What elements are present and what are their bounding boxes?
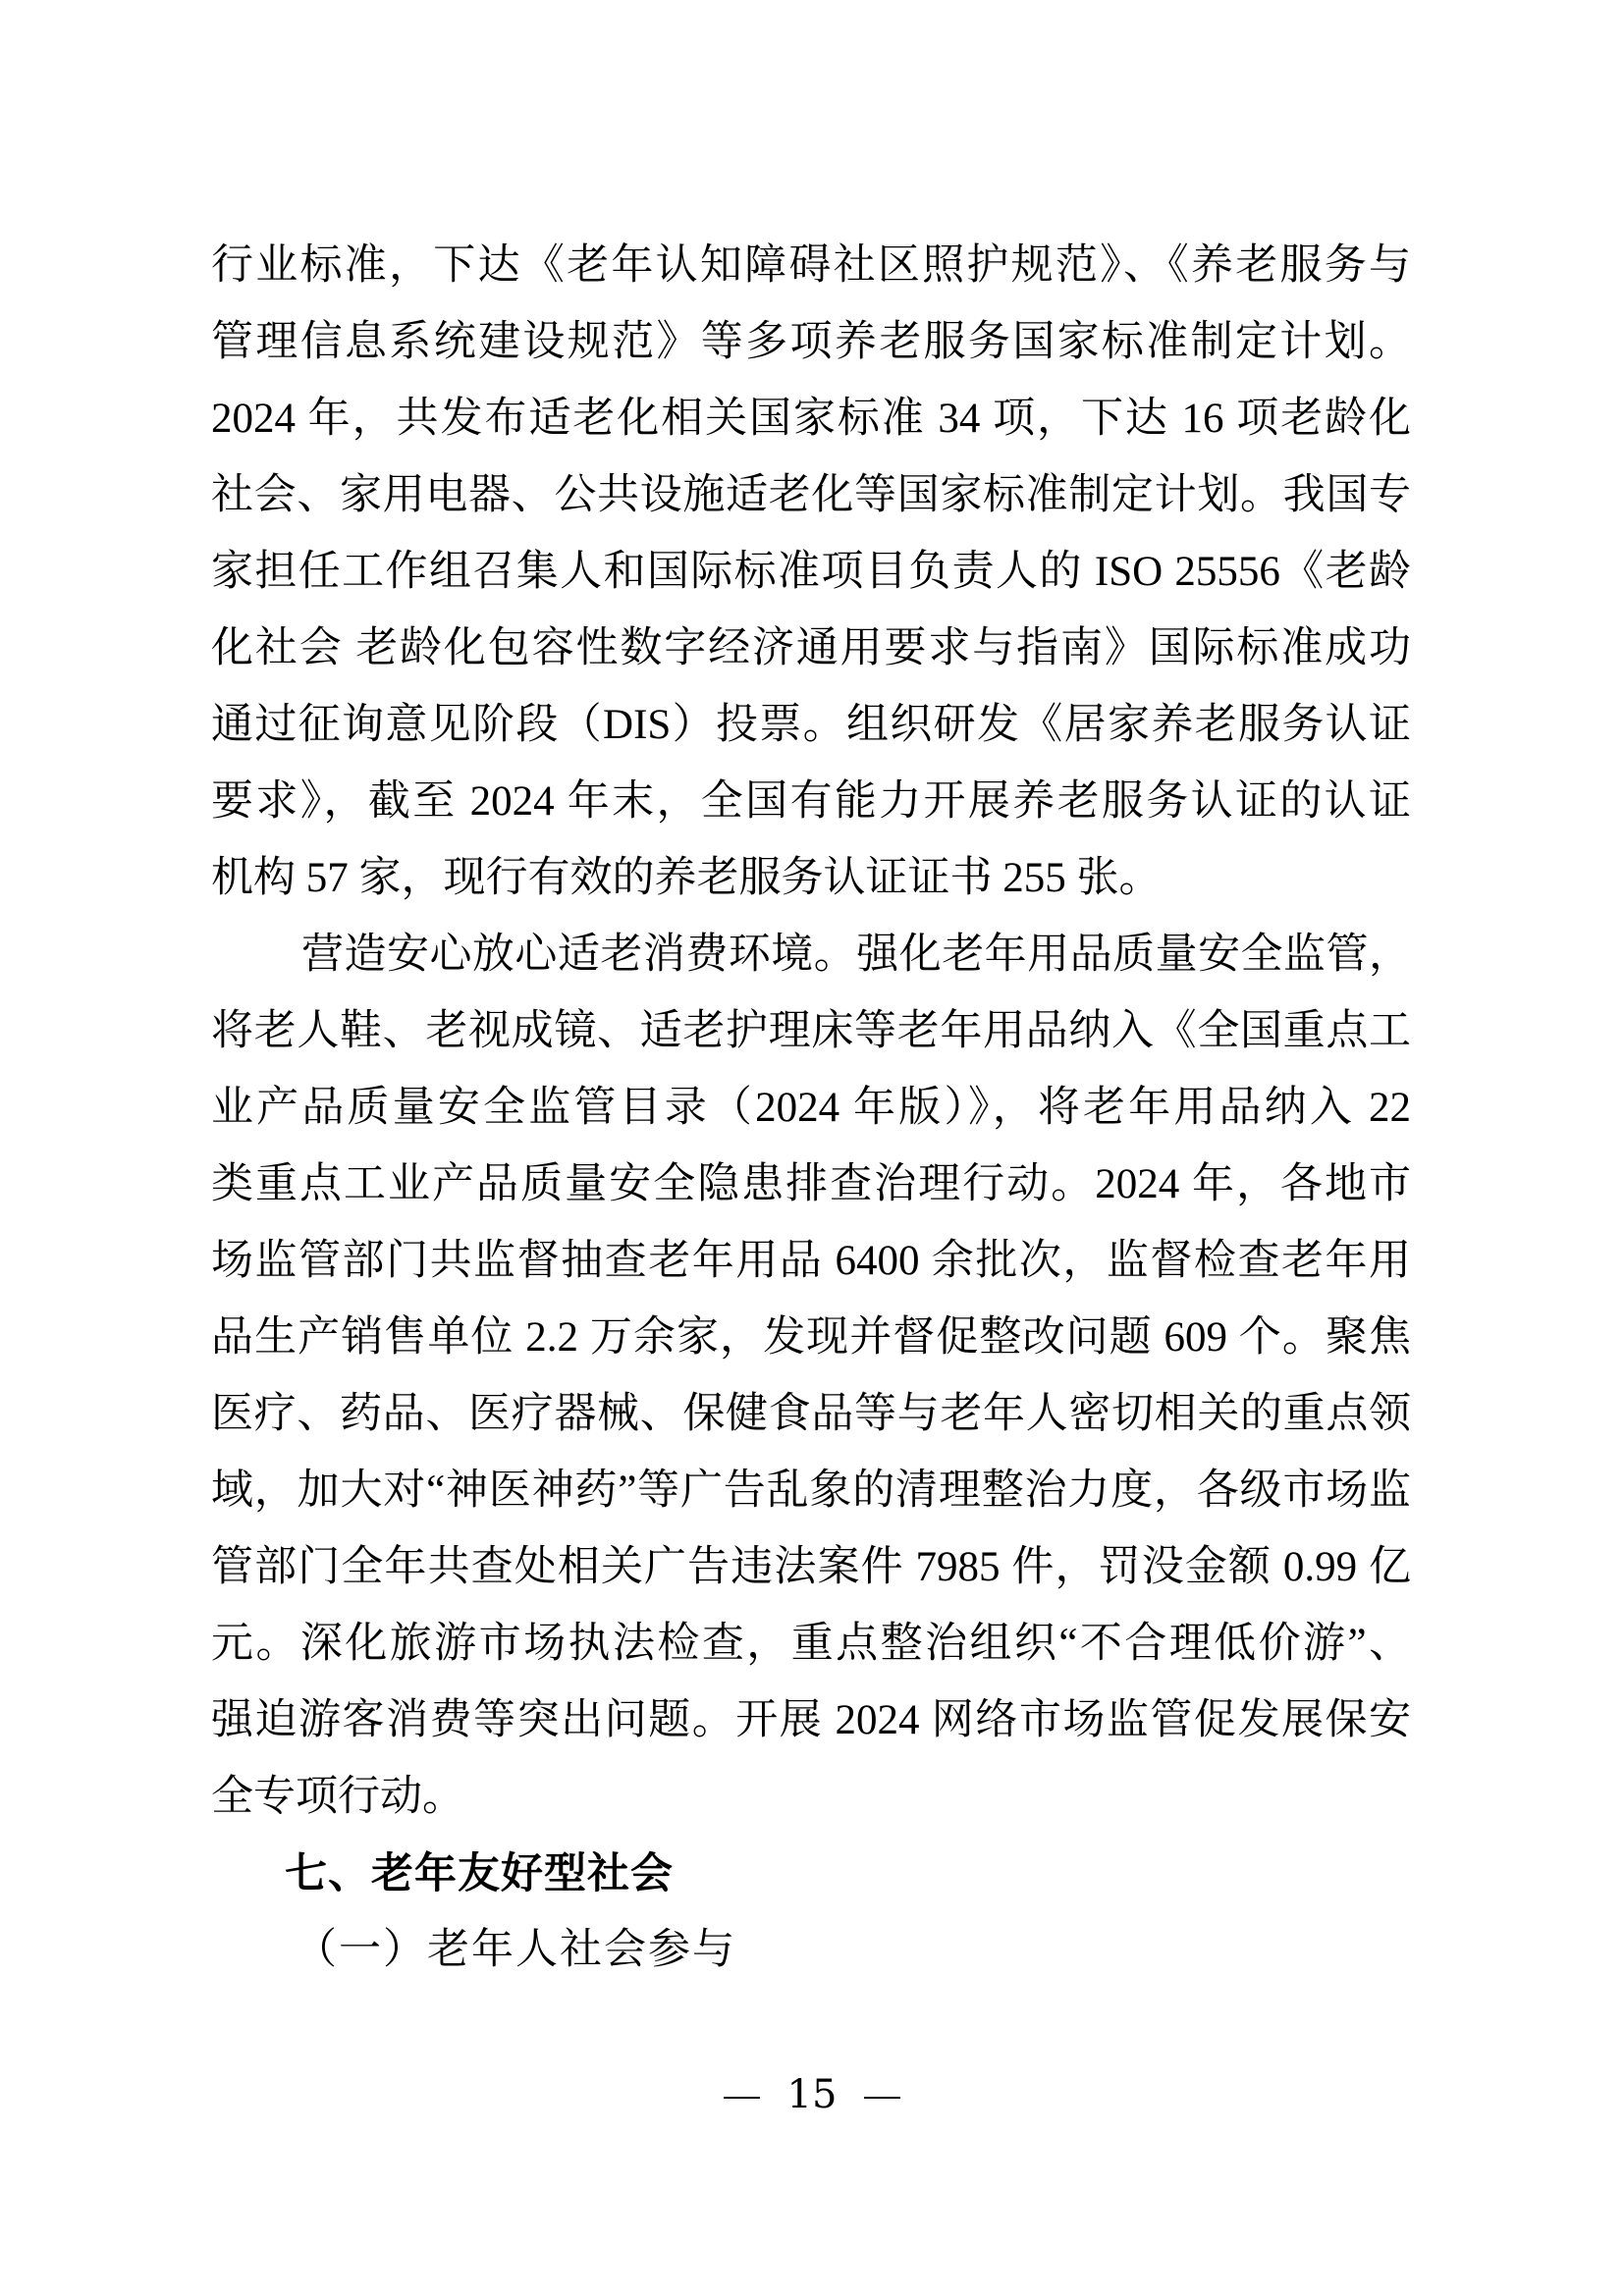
text-line: 管部门全年共查处相关广告违法案件 7985 件，罚没金额 0.99 亿	[211, 1544, 1411, 1590]
footer-dash-right	[864, 2097, 900, 2099]
text-line: 通过征询意见阶段（DIS）投票。组织研发《居家养老服务认证	[211, 702, 1411, 748]
text-line: 要求》，截至 2024 年末，全国有能力开展养老服务认证的认证	[211, 778, 1411, 825]
text-line: 管理信息系统建设规范》等多项养老服务国家标准制定计划。	[211, 319, 1411, 365]
text-line: 营造安心放心适老消费环境。强化老年用品质量安全监管，	[301, 932, 1411, 978]
subsection-heading: （一）老年人社会参与	[295, 1927, 736, 1973]
text-line: 元。深化旅游市场执法检查，重点整治组织“不合理低价游”、	[211, 1621, 1411, 1667]
text-line: 家担任工作组召集人和国际标准项目负责人的 ISO 25556《老龄	[211, 549, 1411, 595]
paragraph-standards	[211, 228, 1411, 917]
text-line: 全专项行动。	[211, 1774, 464, 1820]
section-heading: 七、老年友好型社会	[285, 1850, 674, 1897]
text-line: 类重点工业产品质量安全隐患排查治理行动。2024 年，各地市	[211, 1161, 1411, 1207]
paragraph-consumer-environment	[211, 917, 1411, 1836]
text-line: 社会、家用电器、公共设施适老化等国家标准制定计划。我国专	[211, 472, 1411, 518]
text-line: 2024 年，共发布适老化相关国家标准 34 项，下达 16 项老龄化	[211, 396, 1411, 442]
text-line: 行业标准，下达《老年认知障碍社区照护规范》、《养老服务与	[211, 242, 1411, 289]
text-line: 医疗、药品、医疗器械、保健食品等与老年人密切相关的重点领	[211, 1391, 1411, 1437]
text-line: 强迫游客消费等突出问题。开展 2024 网络市场监管促发展保安	[211, 1697, 1411, 1743]
text-line: 域，加大对“神医神药”等广告乱象的清理整治力度，各级市场监	[211, 1468, 1411, 1514]
text-line: 业产品质量安全监管目录（2024 年版）》，将老年用品纳入 22	[211, 1085, 1411, 1131]
text-line: 化社会 老龄化包容性数字经济通用要求与指南》国际标准成功	[211, 625, 1411, 671]
text-line: 场监管部门共监督抽查老年用品 6400 余批次，监督检查老年用	[211, 1238, 1411, 1284]
text-line: 品生产销售单位 2.2 万余家，发现并督促整改问题 609 个。聚焦	[211, 1314, 1411, 1361]
page-footer	[0, 2065, 1624, 2124]
footer-dash-left	[724, 2097, 760, 2099]
body-text	[211, 228, 1411, 1989]
text-line: 将老人鞋、老视成镜、适老护理床等老年用品纳入《全国重点工	[211, 1008, 1411, 1054]
page-number: 15	[786, 2072, 838, 2117]
text-line: 机构 57 家，现行有效的养老服务认证证书 255 张。	[211, 855, 1162, 901]
